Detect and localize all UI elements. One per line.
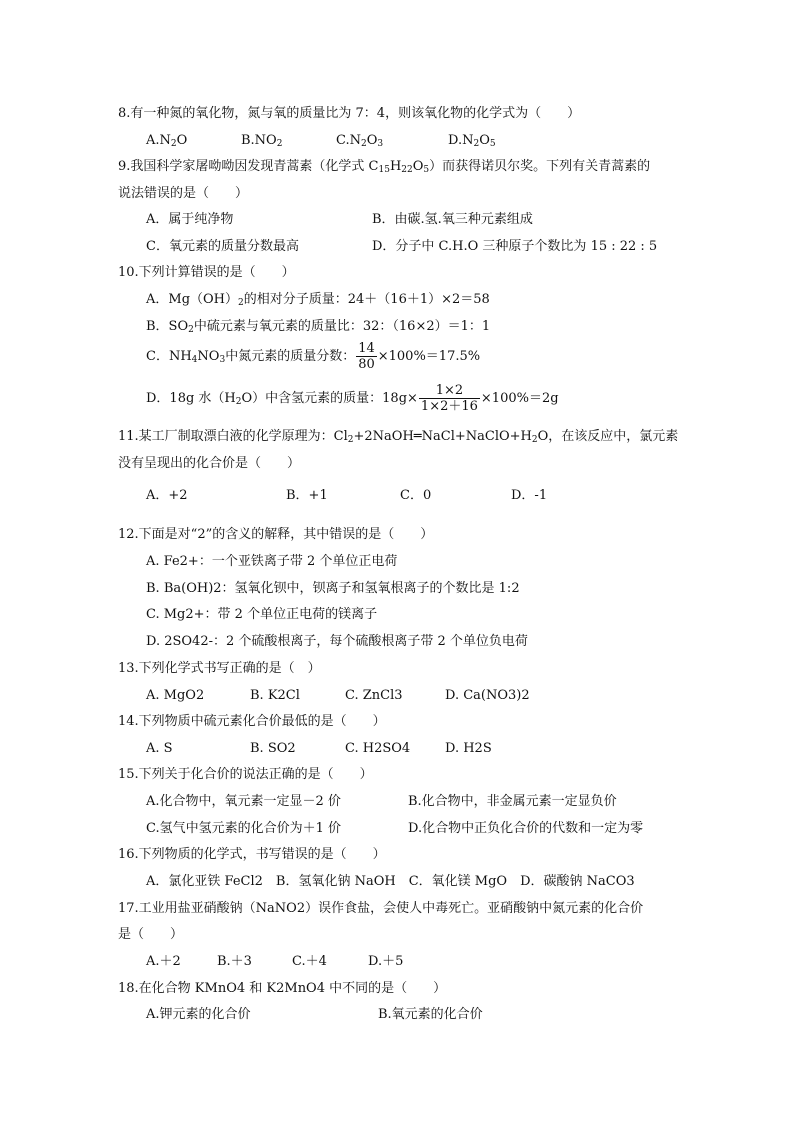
question-9-option-a[interactable]: A．属于纯净物 xyxy=(146,212,234,227)
question-9-option-d[interactable]: D．分子中 C.H.O 三种原子个数比为 15 : 22 : 5 xyxy=(372,239,658,254)
question-9-stem-cont: 说法错误的是（ ） xyxy=(118,186,249,201)
question-10-option-c[interactable]: C．$NH_4NO_3$中氮元素的质量分数： $\frac{14}{80}$ ×100%＝17.5% xyxy=(146,341,481,372)
question-13-option-b[interactable]: B. K2Cl xyxy=(250,688,300,703)
question-9-option-c[interactable]: C．氧元素的质量分数最高 xyxy=(146,239,299,254)
question-8-option-b[interactable]: $B.NO_2$ xyxy=(241,133,283,149)
question-17-option-c[interactable]: C.＋4 xyxy=(292,954,327,969)
question-12-stem: 12.下面是对“2”的含义的解释，其中错误的是（ ） xyxy=(118,527,434,542)
question-11-stem-cont: 没有呈现出的化合价是（ ） xyxy=(118,456,301,471)
question-15-option-b[interactable]: B.化合物中，非金属元素一定显负价 xyxy=(408,794,617,809)
question-17-stem: 17.工业用盐亚硝酸钠（NaNO2）误作食盐，会使人中毒死亡。亚硝酸钠中氮元素的化合价 xyxy=(118,901,644,916)
question-16-stem: 16.下列物质的化学式，书写错误的是（ ） xyxy=(118,847,386,862)
question-17-option-a[interactable]: A.＋2 xyxy=(146,954,181,969)
question-11-option-d[interactable]: D．-1 xyxy=(511,488,548,503)
question-14-option-c[interactable]: C. H2SO4 xyxy=(345,741,411,756)
question-18-option-b[interactable]: B.氧元素的化合价 xyxy=(378,1007,483,1022)
fraction-hydrogen-mass: $\frac{1\times 2}{1\times 2+16}$ xyxy=(420,383,478,414)
question-15-option-d[interactable]: D.化合物中正负化合价的代数和一定为零 xyxy=(408,821,644,836)
question-12-option-b[interactable]: B. Ba(OH)2：氢氧化钡中，钡离子和氢氧根离子的个数比是 1:2 xyxy=(146,581,520,596)
question-9-option-b[interactable]: B．由碳.氢.氧三种元素组成 xyxy=(372,212,533,227)
question-10-option-a[interactable]: A．$Mg(OH)_2$的相对分子质量：24＋（16＋1）×2＝58 xyxy=(146,292,490,308)
question-12-option-c[interactable]: C. Mg2+：带 2 个单位正电荷的镁离子 xyxy=(146,607,378,622)
question-10-option-b[interactable]: B．$SO_2$中硫元素与氧元素的质量比：32：（16×2）＝1：1 xyxy=(146,319,491,335)
question-15-option-a[interactable]: A.化合物中，氧元素一定显－2 价 xyxy=(146,794,341,809)
question-16-options[interactable]: A．氯化亚铁 FeCl2 B．氢氧化钠 NaOH C．氧化镁 MgO D．碳酸钠 NaCO3 xyxy=(146,874,635,889)
question-17-option-d[interactable]: D.＋5 xyxy=(368,954,404,969)
question-13-option-d[interactable]: D. Ca(NO3)2 xyxy=(445,688,530,703)
question-8-option-c[interactable]: $C.N_2O_3$ xyxy=(336,133,384,149)
question-14-stem: 14.下列物质中硫元素化合价最低的是（ ） xyxy=(118,714,386,729)
question-17-stem-cont: 是（ ） xyxy=(118,927,184,942)
question-14-option-d[interactable]: D. H2S xyxy=(445,741,492,756)
question-11-option-c[interactable]: C．0 xyxy=(400,488,432,503)
question-13-option-a[interactable]: A. MgO2 xyxy=(146,688,205,703)
question-10-stem: 10.下列计算错误的是（ ） xyxy=(118,265,295,280)
question-13-option-c[interactable]: C. ZnCl3 xyxy=(345,688,403,703)
question-11-option-b[interactable]: B．+1 xyxy=(286,488,328,503)
question-12-option-a[interactable]: A. Fe2+：一个亚铁离子带 2 个单位正电荷 xyxy=(146,554,398,569)
question-11-stem: 11.某工厂制取漂白液的化学原理为：$Cl_2+2NaOH═NaCl+NaClO+H_2O$，在该反应中，氯元素 xyxy=(118,429,679,445)
question-15-option-c[interactable]: C.氢气中氢元素的化合价为＋1 价 xyxy=(146,821,342,836)
question-17-option-b[interactable]: B.＋3 xyxy=(217,954,252,969)
question-8-stem: 8.有一种氮的氧化物，氮与氧的质量比为 7：4，则该氧化物的化学式为（ ） xyxy=(118,106,581,121)
question-11-option-a[interactable]: A．+2 xyxy=(146,488,188,503)
question-10-option-d[interactable]: D．18g 水$(H_2O)$中含氢元素的质量：18g× $\frac{1\times 2}{1\times 2+16}$ ×100%＝2g xyxy=(146,383,559,414)
question-13-stem: 13.下列化学式书写正确的是（ ） xyxy=(118,661,321,676)
question-12-option-d[interactable]: D. 2SO42-：2 个硫酸根离子，每个硫酸根离子带 2 个单位负电荷 xyxy=(146,634,528,649)
question-8-option-d[interactable]: $D.N_2O_5$ xyxy=(448,133,496,149)
question-9-stem: 9.我国科学家屠呦呦因发现青蒿素（化学式 $C_{15}H_{22}O_5$）而获得诺贝尔奖。下列有关青蒿素的 xyxy=(118,159,651,175)
question-18-stem: 18.在化合物 KMnO4 和 K2MnO4 中不同的是（ ） xyxy=(118,981,447,996)
question-15-stem: 15.下列关于化合价的说法正确的是（ ） xyxy=(118,767,373,782)
question-14-option-b[interactable]: B. SO2 xyxy=(250,741,296,756)
question-8-option-a[interactable]: $A.N_2O$ xyxy=(146,133,188,149)
question-18-option-a[interactable]: A.钾元素的化合价 xyxy=(146,1007,251,1022)
question-14-option-a[interactable]: A. S xyxy=(146,741,173,756)
fraction-14-over-80: $\frac{14}{80}$ xyxy=(358,341,375,372)
